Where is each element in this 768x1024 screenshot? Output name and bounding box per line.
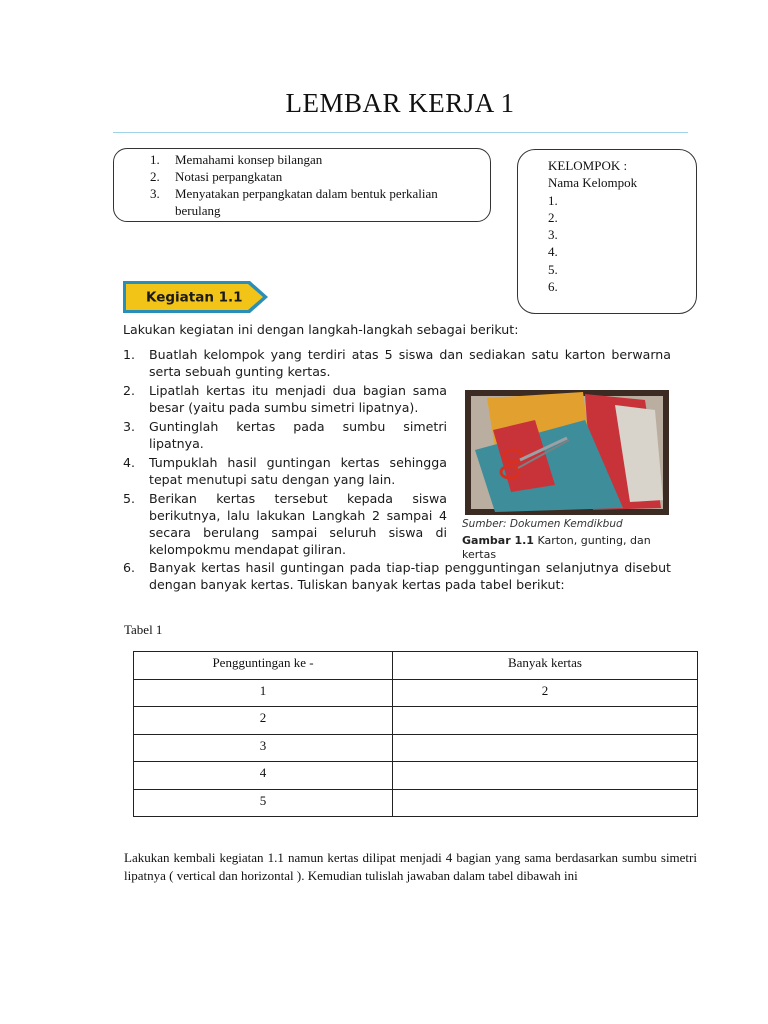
step-item: 5. Berikan kertas tersebut kepada siswa berikutnya, lalu lakukan Langkah 2 sampai 4 secara berulang sampai seluruh siswa di kelompokmu mendapat giliran. — [123, 491, 447, 557]
data-table — [133, 651, 698, 817]
table-cell: 4 — [134, 762, 393, 790]
objective-item: 1. Memahami konsep bilangan — [150, 152, 323, 167]
table-row — [134, 707, 698, 735]
step-item: 2. Lipatlah kertas itu menjadi dua bagian sama besar (yaitu pada sumbu simetri lipatnya). — [123, 383, 447, 415]
table-cell: 2 — [134, 707, 393, 735]
step-item: 3. Guntinglah kertas pada sumbu simetri lipatnya. — [123, 419, 447, 451]
title-divider — [113, 132, 688, 133]
group-member-slot: 3. — [548, 227, 558, 243]
closing-paragraph: Lakukan kembali kegiatan 1.1 namun kertas dilipat menjadi 4 bagian yang sama berdasarkan sumbu simetri lipatnya ( vertical dan horizontal ). Kemudian tulislah jawaban dalam tabel dibawah ini — [124, 850, 697, 883]
table-cell — [393, 762, 698, 790]
step-item: 6. Banyak kertas hasil guntingan pada tiap-tiap pengguntingan selanjutnya disebut dengan banyak kertas. Tuliskan banyak kertas pada tabel berikut: — [123, 560, 671, 592]
step-item: 1. Buatlah kelompok yang terdiri atas 5 siswa dan sediakan satu karton berwarna serta sebuah gunting kertas. — [123, 347, 671, 379]
group-name-label: Nama Kelompok — [548, 175, 638, 191]
table-cell — [393, 707, 698, 735]
group-heading: KELOMPOK : — [548, 158, 628, 173]
scissors-carton-photo — [465, 390, 669, 515]
activity-banner — [122, 280, 272, 314]
group-member-slot: 1. — [548, 192, 558, 208]
objectives-list — [150, 151, 485, 219]
objective-item: 3. Menyatakan perpangkatan dalam bentuk perkalian berulang — [150, 186, 438, 218]
table-row — [134, 679, 698, 707]
group-info — [548, 157, 637, 295]
table-row — [134, 789, 698, 817]
table-cell: 3 — [134, 734, 393, 762]
table-cell: 1 — [134, 679, 393, 707]
table-row — [134, 762, 698, 790]
table-header-row — [134, 652, 698, 680]
table-cell: 2 — [393, 679, 698, 707]
group-member-slot: 5. — [548, 261, 558, 277]
group-member-slot: 4. — [548, 244, 558, 260]
page-title: LEMBAR KERJA 1 — [285, 88, 515, 118]
figure-source: Sumber: Dokumen Kemdikbud — [462, 518, 623, 530]
table-header-cell: Pengguntingan ke - — [134, 652, 393, 680]
activity-intro: Lakukan kegiatan ini dengan langkah-langkah sebagai berikut: — [123, 322, 519, 337]
table-label: Tabel 1 — [124, 622, 163, 637]
table-cell: 5 — [134, 789, 393, 817]
table-cell — [393, 734, 698, 762]
table-cell — [393, 789, 698, 817]
table-header-cell: Banyak kertas — [393, 652, 698, 680]
step-item: 4. Tumpuklah hasil guntingan kertas sehingga tepat menutupi satu dengan yang lain. — [123, 455, 447, 487]
group-member-slot: 6. — [548, 279, 558, 295]
table-row — [134, 734, 698, 762]
activity-banner-label: Kegiatan 1.1 — [146, 289, 243, 306]
group-member-slot: 2. — [548, 209, 558, 225]
objective-item: 2. Notasi perpangkatan — [150, 169, 283, 184]
figure-caption: Gambar 1.1 Karton, gunting, dan kertas — [462, 534, 651, 561]
